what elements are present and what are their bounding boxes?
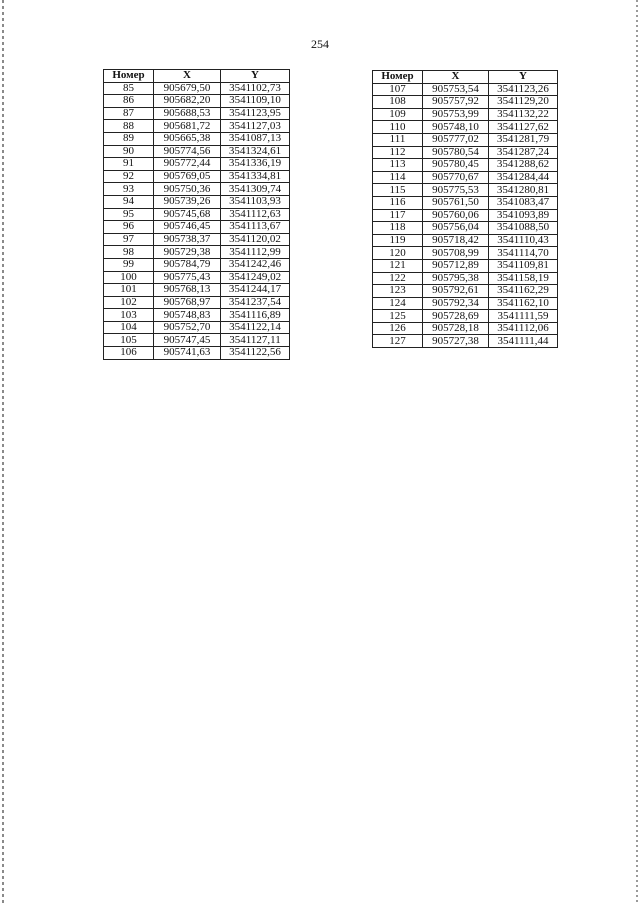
table-row (104, 284, 290, 297)
cell-y: 3541127,62 (489, 121, 558, 134)
cell-number: 97 (104, 233, 154, 246)
cell-y: 3541249,02 (221, 271, 290, 284)
cell-x: 905682,20 (154, 95, 221, 108)
table-row (104, 95, 290, 108)
table-row (373, 96, 558, 109)
cell-x: 905665,38 (154, 132, 221, 145)
table-body-right (373, 83, 558, 347)
cell-y: 3541158,19 (489, 272, 558, 285)
cell-number: 127 (373, 335, 423, 348)
table-row (104, 246, 290, 259)
cell-number: 86 (104, 95, 154, 108)
cell-y: 3541088,50 (489, 222, 558, 235)
cell-x: 905712,89 (423, 259, 489, 272)
cell-x: 905792,61 (423, 285, 489, 298)
cell-x: 905745,68 (154, 208, 221, 221)
cell-y: 3541122,56 (221, 347, 290, 360)
table-row (104, 309, 290, 322)
table-row (373, 322, 558, 335)
table-row (373, 121, 558, 134)
cell-number: 113 (373, 159, 423, 172)
cell-x: 905768,97 (154, 296, 221, 309)
cell-x: 905750,36 (154, 183, 221, 196)
cell-number: 117 (373, 209, 423, 222)
cell-x: 905792,34 (423, 297, 489, 310)
cell-number: 89 (104, 132, 154, 145)
cell-y: 3541288,62 (489, 159, 558, 172)
header-y: Y (221, 70, 290, 83)
cell-y: 3541109,10 (221, 95, 290, 108)
table-row (104, 120, 290, 133)
cell-number: 114 (373, 171, 423, 184)
cell-x: 905753,54 (423, 83, 489, 96)
cell-y: 3541132,22 (489, 108, 558, 121)
cell-number: 125 (373, 310, 423, 323)
cell-number: 98 (104, 246, 154, 259)
cell-number: 87 (104, 107, 154, 120)
cell-number: 99 (104, 258, 154, 271)
table-body-left (104, 82, 290, 359)
cell-y: 3541116,89 (221, 309, 290, 322)
table-row (104, 321, 290, 334)
table-row (373, 108, 558, 121)
cell-y: 3541110,43 (489, 234, 558, 247)
cell-x: 905768,13 (154, 284, 221, 297)
table-row (373, 184, 558, 197)
cell-x: 905688,53 (154, 107, 221, 120)
header-number: Номер (373, 71, 423, 84)
cell-number: 95 (104, 208, 154, 221)
table-row (373, 159, 558, 172)
cell-y: 3541129,20 (489, 96, 558, 109)
cell-y: 3541281,79 (489, 133, 558, 146)
table-row (373, 247, 558, 260)
cell-number: 109 (373, 108, 423, 121)
table-row (104, 107, 290, 120)
cell-x: 905753,99 (423, 108, 489, 121)
cell-x: 905775,53 (423, 184, 489, 197)
cell-x: 905729,38 (154, 246, 221, 259)
cell-y: 3541237,54 (221, 296, 290, 309)
table-row (104, 208, 290, 221)
cell-x: 905728,18 (423, 322, 489, 335)
cell-x: 905775,43 (154, 271, 221, 284)
cell-x: 905760,06 (423, 209, 489, 222)
cell-number: 126 (373, 322, 423, 335)
cell-number: 121 (373, 259, 423, 272)
cell-x: 905746,45 (154, 221, 221, 234)
cell-x: 905748,83 (154, 309, 221, 322)
table-row (104, 195, 290, 208)
cell-number: 106 (104, 347, 154, 360)
cell-x: 905727,38 (423, 335, 489, 348)
cell-y: 3541324,61 (221, 145, 290, 158)
scan-edge-left (2, 0, 4, 905)
table-row (104, 132, 290, 145)
cell-x: 905772,44 (154, 158, 221, 171)
table-row (104, 82, 290, 95)
cell-number: 116 (373, 196, 423, 209)
cell-y: 3541242,46 (221, 258, 290, 271)
cell-y: 3541244,17 (221, 284, 290, 297)
cell-y: 3541114,70 (489, 247, 558, 260)
cell-y: 3541120,02 (221, 233, 290, 246)
table-row (373, 196, 558, 209)
cell-y: 3541280,81 (489, 184, 558, 197)
table-row (104, 334, 290, 347)
cell-number: 100 (104, 271, 154, 284)
cell-x: 905681,72 (154, 120, 221, 133)
cell-y: 3541287,24 (489, 146, 558, 159)
table-row (373, 171, 558, 184)
table-row (104, 183, 290, 196)
table-row (104, 145, 290, 158)
table-row (373, 222, 558, 235)
cell-x: 905777,02 (423, 133, 489, 146)
header-x: X (423, 71, 489, 84)
cell-number: 124 (373, 297, 423, 310)
cell-y: 3541122,14 (221, 321, 290, 334)
table-row (104, 233, 290, 246)
coordinates-table-right (372, 70, 558, 348)
cell-number: 105 (104, 334, 154, 347)
table-row (373, 259, 558, 272)
cell-number: 85 (104, 82, 154, 95)
header-x: X (154, 70, 221, 83)
cell-x: 905774,56 (154, 145, 221, 158)
table-row (373, 209, 558, 222)
scan-edge-right (636, 0, 638, 905)
cell-x: 905718,42 (423, 234, 489, 247)
cell-y: 3541162,29 (489, 285, 558, 298)
table-row (373, 285, 558, 298)
table-row (104, 170, 290, 183)
table-row (104, 158, 290, 171)
cell-y: 3541123,95 (221, 107, 290, 120)
cell-x: 905780,45 (423, 159, 489, 172)
page-number: 254 (311, 37, 329, 51)
header-number: Номер (104, 70, 154, 83)
cell-y: 3541111,59 (489, 310, 558, 323)
cell-y: 3541162,10 (489, 297, 558, 310)
table-row (373, 335, 558, 348)
cell-number: 103 (104, 309, 154, 322)
cell-y: 3541336,19 (221, 158, 290, 171)
cell-y: 3541109,81 (489, 259, 558, 272)
cell-number: 93 (104, 183, 154, 196)
cell-x: 905708,99 (423, 247, 489, 260)
cell-y: 3541111,44 (489, 335, 558, 348)
table-header-row (373, 71, 558, 84)
table-row (104, 271, 290, 284)
cell-y: 3541284,44 (489, 171, 558, 184)
cell-x: 905748,10 (423, 121, 489, 134)
cell-x: 905770,67 (423, 171, 489, 184)
cell-y: 3541334,81 (221, 170, 290, 183)
cell-number: 120 (373, 247, 423, 260)
cell-number: 94 (104, 195, 154, 208)
cell-number: 110 (373, 121, 423, 134)
cell-y: 3541087,13 (221, 132, 290, 145)
table-row (373, 234, 558, 247)
cell-x: 905739,26 (154, 195, 221, 208)
cell-number: 96 (104, 221, 154, 234)
cell-y: 3541127,11 (221, 334, 290, 347)
cell-number: 123 (373, 285, 423, 298)
table-row (104, 258, 290, 271)
cell-number: 101 (104, 284, 154, 297)
table-row (373, 310, 558, 323)
table-row (104, 221, 290, 234)
cell-number: 108 (373, 96, 423, 109)
cell-x: 905757,92 (423, 96, 489, 109)
cell-x: 905679,50 (154, 82, 221, 95)
cell-number: 119 (373, 234, 423, 247)
cell-x: 905780,54 (423, 146, 489, 159)
cell-x: 905795,38 (423, 272, 489, 285)
cell-x: 905761,50 (423, 196, 489, 209)
table-row (373, 133, 558, 146)
table-row (373, 297, 558, 310)
cell-x: 905756,04 (423, 222, 489, 235)
cell-number: 102 (104, 296, 154, 309)
cell-number: 118 (373, 222, 423, 235)
cell-number: 112 (373, 146, 423, 159)
cell-y: 3541309,74 (221, 183, 290, 196)
cell-x: 905752,70 (154, 321, 221, 334)
cell-x: 905769,05 (154, 170, 221, 183)
cell-y: 3541112,06 (489, 322, 558, 335)
cell-y: 3541123,26 (489, 83, 558, 96)
cell-y: 3541093,89 (489, 209, 558, 222)
cell-number: 92 (104, 170, 154, 183)
cell-y: 3541103,93 (221, 195, 290, 208)
cell-number: 115 (373, 184, 423, 197)
cell-number: 122 (373, 272, 423, 285)
table-header-row (104, 70, 290, 83)
cell-y: 3541113,67 (221, 221, 290, 234)
table-row (373, 146, 558, 159)
table-row (373, 272, 558, 285)
header-y: Y (489, 71, 558, 84)
cell-y: 3541083,47 (489, 196, 558, 209)
table-row (104, 296, 290, 309)
table-row (373, 83, 558, 96)
coordinates-table-left (103, 69, 290, 360)
cell-number: 91 (104, 158, 154, 171)
cell-x: 905784,79 (154, 258, 221, 271)
cell-y: 3541127,03 (221, 120, 290, 133)
cell-y: 3541102,73 (221, 82, 290, 95)
cell-number: 90 (104, 145, 154, 158)
cell-x: 905747,45 (154, 334, 221, 347)
cell-y: 3541112,63 (221, 208, 290, 221)
cell-number: 104 (104, 321, 154, 334)
cell-number: 88 (104, 120, 154, 133)
cell-x: 905741,63 (154, 347, 221, 360)
cell-number: 107 (373, 83, 423, 96)
cell-x: 905728,69 (423, 310, 489, 323)
cell-x: 905738,37 (154, 233, 221, 246)
cell-number: 111 (373, 133, 423, 146)
cell-y: 3541112,99 (221, 246, 290, 259)
table-row (104, 347, 290, 360)
